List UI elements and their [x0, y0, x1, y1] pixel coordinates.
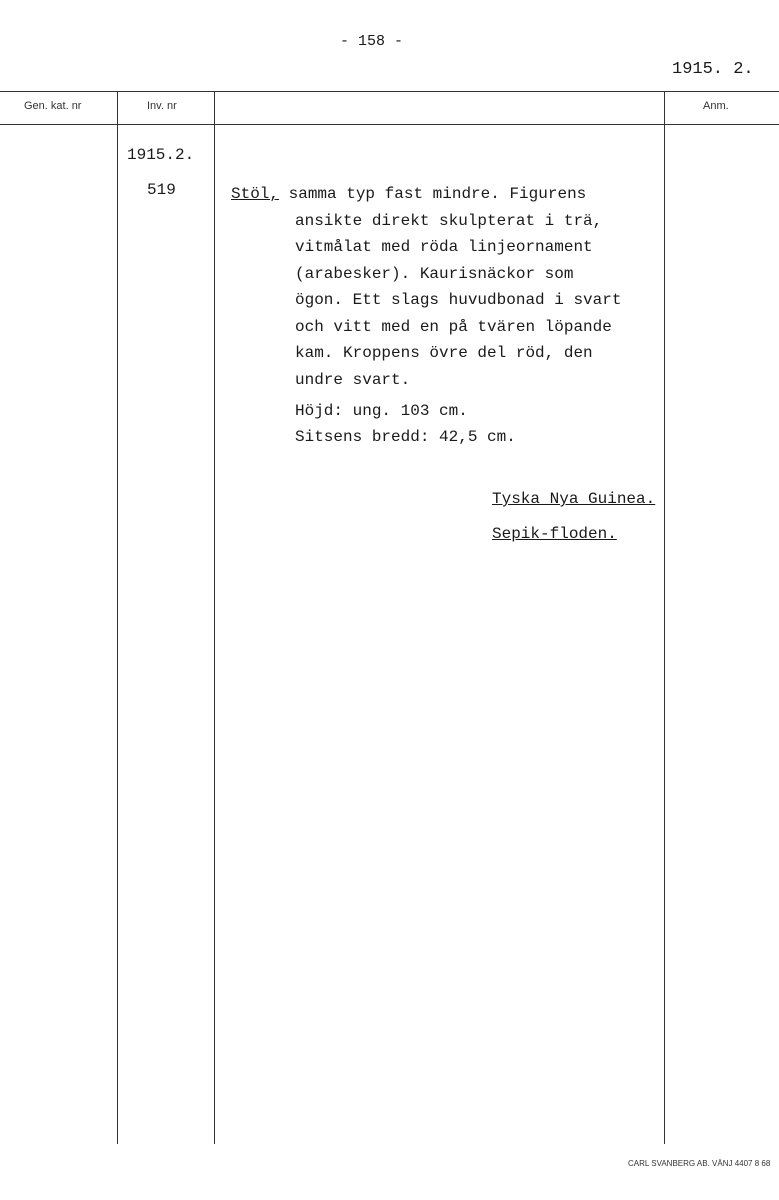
location-region: Tyska Nya Guinea.: [492, 490, 656, 508]
description-line: undre svart.: [295, 370, 411, 389]
collection-number: 1915.2.: [127, 146, 195, 164]
page-number: - 158 -: [340, 33, 404, 50]
height-measure: Höjd: ung. 103 cm.: [295, 402, 468, 420]
printer-footer: CARL SVANBERG AB. VÄNJ 4407 8 68: [628, 1159, 771, 1168]
entry-title: Stöl,: [231, 185, 280, 203]
column-divider-2: [214, 91, 215, 1144]
entry-first-line-rest: samma typ fast mindre. Figurens: [279, 185, 587, 203]
measurements: [295, 398, 516, 450]
column-divider-1: [117, 91, 118, 1144]
description-block: [295, 208, 621, 394]
description-line: (arabesker). Kaurisnäckor som: [295, 264, 574, 283]
description-line: vitmålat med röda linjeornament: [295, 238, 593, 256]
description-line: kam. Kroppens övre del röd, den: [295, 344, 593, 362]
location-river: Sepik-floden.: [492, 525, 617, 543]
inventory-number: 519: [147, 181, 176, 199]
column-divider-3: [664, 91, 665, 1144]
col-header-anm: Anm.: [703, 100, 729, 112]
description-line: ögon. Ett slags huvudbonad i svart: [295, 291, 622, 309]
seat-width-measure: Sitsens bredd: 42,5 cm.: [295, 428, 516, 446]
col-header-inv-nr: Inv. nr: [147, 100, 177, 112]
entry-first-line: [231, 181, 586, 208]
col-header-gen-kat-nr: Gen. kat. nr: [24, 100, 82, 112]
description-line: ansikte direkt skulpterat i trä,: [295, 211, 603, 230]
description-line: och vitt med en på tvären löpande: [295, 317, 612, 336]
header-reference: 1915. 2.: [672, 60, 754, 79]
